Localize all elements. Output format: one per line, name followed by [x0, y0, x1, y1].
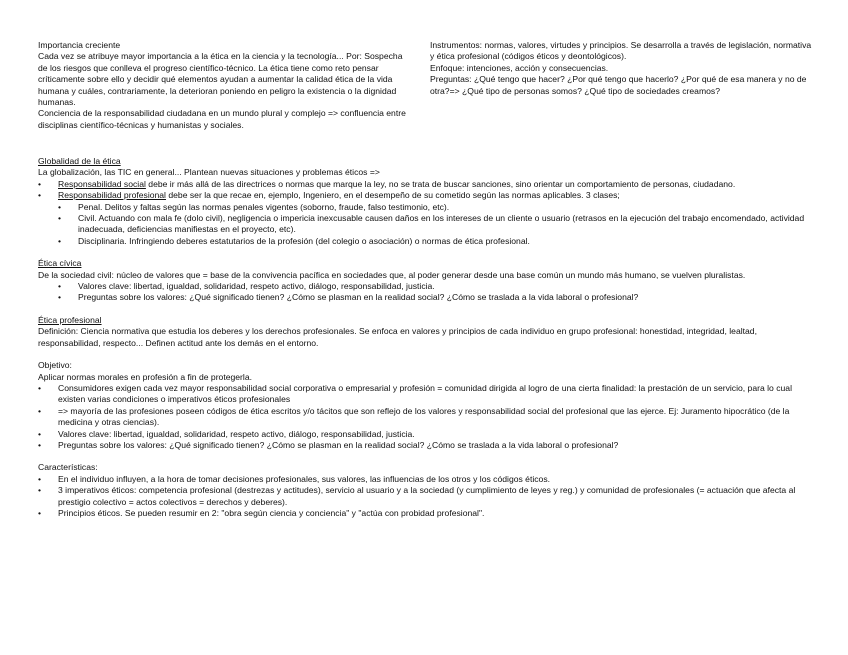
profesional-definition: Definición: Ciencia normativa que estudia los deberes y los derechos profesionales. Se enfoca en valores y principios de cada individuo en grupo profesional: honestidad, integridad, lealtad, responsabilidad, respecto... Definen actitud ante los demás en el entorno. — [38, 326, 757, 348]
caracteristicas-heading: Características: — [38, 462, 98, 473]
list-item-text: debe ser la que recae en, ejemplo, Ingeniero, en el desempeño de su cometido según las normas aplicables. 3 clases; — [165, 190, 620, 201]
globalidad-section — [38, 156, 812, 247]
civica-section — [38, 258, 812, 304]
list-item: • Preguntas sobre los valores: ¿Qué significado tienen? ¿Cómo se plasman en la realidad social? ¿Cómo se traslada a la vida laboral o profesional? — [38, 440, 812, 451]
caracteristicas-section — [38, 462, 812, 519]
list-item: • Principios éticos. Se pueden resumir en 2: "obra según ciencia y conciencia" y "actúa con probidad profesional". — [38, 508, 812, 519]
sub-list-item: • Penal. Delitos y faltas según las normas penales vigentes (soborno, fraude, falso testimonio, etc). — [38, 202, 812, 213]
objetivo-list — [38, 383, 812, 451]
questions-paragraph: Preguntas: ¿Qué tengo que hacer? ¿Por qué tengo que hacerlo? ¿Por qué de esa manera y no de otra?=> ¿Qué tipo de personas somos? ¿Qué tipo de sociedades creamos? — [430, 74, 807, 96]
civica-heading: Ética cívica — [38, 258, 82, 269]
intro-left-column — [38, 40, 406, 131]
civica-intro: De la sociedad civil: núcleo de valores que = base de la convivencia pacífica en sociedades que, al poder generar desde una base común un mundo más humano, se vuelven pluralistas. — [38, 269, 746, 280]
objetivo-intro: Aplicar normas morales en profesión a fin de protegerla. — [38, 371, 253, 382]
main-sections — [38, 156, 812, 530]
list-item-text: debe ir más allá de las directrices o normas que marque la ley, no se trata de buscar sanciones, sino orientar un comportamiento de personas, ciudadano. — [145, 178, 736, 189]
globalidad-heading: Globalidad de la ética — [38, 156, 121, 166]
citizen-responsibility-paragraph: Conciencia de la responsabilidad ciudadana en un mundo plural y complejo => confluencia entre disciplinas científico-técnicas y humanistas y sociales. — [38, 108, 406, 130]
list-item-term: Responsabilidad social — [58, 178, 146, 189]
intro-right-column — [430, 40, 812, 97]
sub-list-item: • Preguntas sobre los valores: ¿Qué significado tienen? ¿Cómo se plasman en la realidad social? ¿Cómo se traslada a la vida laboral o profesional? — [38, 292, 812, 303]
globalidad-list — [38, 179, 812, 247]
importance-heading: Importancia creciente — [38, 40, 121, 50]
instruments-paragraph: Instrumentos: normas, valores, virtudes y principios. Se desarrolla a través de legislación, normativa y ética profesional (códigos éticos y deontológicos). — [430, 40, 812, 62]
globalidad-intro: La globalización, las TIC en general... Plantean nuevas situaciones y problemas éticos => — [38, 167, 380, 178]
objetivo-section — [38, 360, 812, 451]
caracteristicas-list — [38, 474, 812, 520]
profesional-section — [38, 315, 812, 349]
sub-list-item: • Civil. Actuando con mala fe (dolo civil), negligencia o impericia inexcusable causen daños en los intereses de un cliente o usuario (retrasos en la ejecución del trabajo encomendado, actividad inadecuada, deficiencias manifiestas en el proyecto, etc). — [38, 213, 812, 236]
approach-paragraph: Enfoque: intenciones, acción y consecuencias. — [430, 62, 609, 73]
civica-list — [38, 281, 812, 304]
list-item-term: Responsabilidad profesional — [58, 190, 166, 201]
list-item — [38, 190, 812, 201]
list-item: • => mayoría de las profesiones poseen códigos de ética escritos y/o tácitos que son reflejo de los valores y responsabilidad social del profesional que las ejerce. Ej: Juramento hipocrático (de la medicina y otras ciencias). — [38, 406, 812, 429]
list-item — [38, 179, 812, 190]
list-item: • En el individuo influyen, a la hora de tomar decisiones profesionales, sus valores, las influencias de los otros y los códigos éticos. — [38, 474, 812, 485]
importance-paragraph: Cada vez se atribuye mayor importancia a la ética en la ciencia y la tecnología... Por: Sospecha de los riesgos que conlleva el progreso científico-técnico. La ética tiene como reto pensar críticamente sobre ello y decidir qué elementos ayudan a aumentar la calidad ética de la vida humana y cuáles, contrariamente, la deterioran poniendo en peligro la existencia o la dignidad humanas. — [38, 51, 403, 108]
list-item: • 3 imperativos éticos: competencia profesional (destrezas y actitudes), servicio al usuario y a la sociedad (y cumplimiento de leyes y reg.) y comunidad de profesionales (= actuación que afecta al prestigio colectivo = actos colectivos = derechos y deberes). — [38, 485, 812, 508]
profesional-heading: Ética profesional — [38, 314, 102, 325]
list-item: • Valores clave: libertad, igualdad, solidaridad, respeto activo, diálogo, responsabilidad, justicia. — [38, 429, 812, 440]
objetivo-heading: Objetivo: — [38, 360, 72, 371]
sub-list-item: • Valores clave: libertad, igualdad, solidaridad, respeto activo, diálogo, responsabilidad, justicia. — [38, 281, 812, 292]
sub-list-item: • Disciplinaria. Infringiendo deberes estatutarios de la profesión (del colegio o asociación) o normas de ética profesional. — [38, 236, 812, 247]
list-item: • Consumidores exigen cada vez mayor responsabilidad social corporativa o empresarial y profesión = comunidad dirigida al logro de una cierta finalidad: la prestación de un servicio, para lo cual existen varias condiciones o imperativos éticos profesionales — [38, 383, 812, 406]
